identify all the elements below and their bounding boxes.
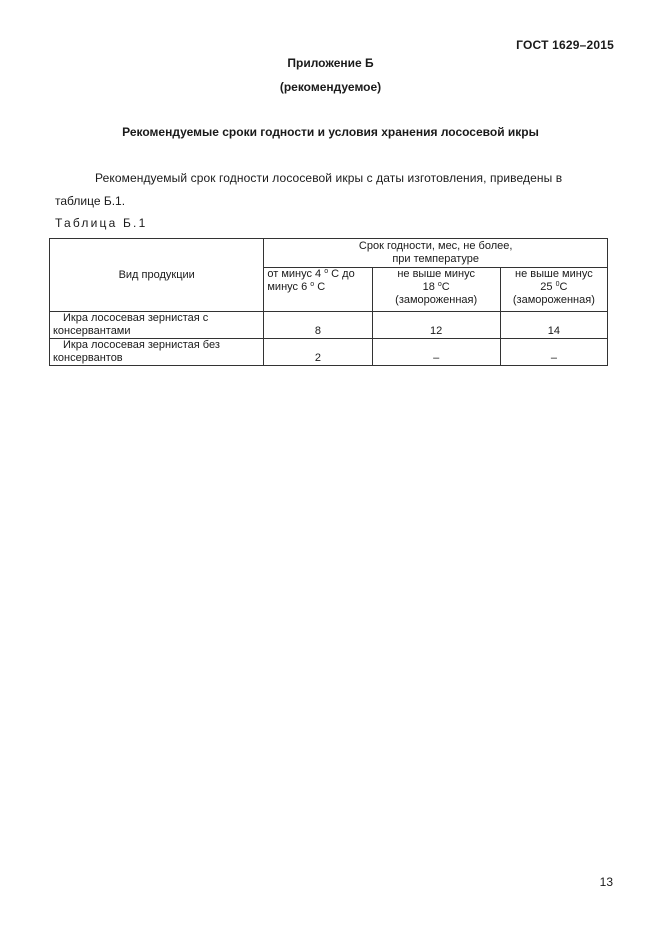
header-shelf-life-group	[264, 239, 608, 268]
appendix-title: Приложение Б	[287, 56, 374, 70]
header-t2-line-3: (замороженная)	[395, 294, 478, 306]
cell-t1: 2	[264, 339, 372, 366]
header-group-line-2: при температуре	[392, 253, 480, 265]
cell-t2: –	[372, 339, 500, 366]
header-temp-minus4-minus6	[264, 268, 372, 312]
header-t1-line-2: минус 6 $^о$ С	[267, 281, 326, 293]
header-t3-line-1: не выше минус	[515, 268, 593, 280]
header-group-line-1: Срок годности, мес, не более,	[358, 240, 513, 252]
header-t3-line-3: (замороженная)	[512, 294, 595, 306]
table-row	[50, 339, 608, 366]
paragraph-line-2: таблице Б.1.	[55, 194, 126, 208]
header-product: Вид продукции	[50, 239, 264, 312]
product-line-2: консервантов	[53, 352, 123, 364]
paragraph-line-1: Рекомендуемый срок годности лососевой икры с даты изготовления, приведены в	[95, 171, 563, 185]
degree-sign: 0	[555, 281, 560, 288]
product-line-1: Икра лососевая зернистая без	[63, 339, 220, 351]
header-t2-line-2: 18 $^о$С	[422, 281, 450, 293]
appendix-kind: (рекомендуемое)	[279, 80, 382, 94]
header-t3-line-2: 25 $^0$С	[540, 281, 568, 293]
cell-t1: 8	[264, 312, 372, 339]
table-caption: Таблица Б.1	[55, 216, 148, 230]
cell-t3: –	[500, 339, 607, 366]
section-heading: Рекомендуемые сроки годности и условия хранения лососевой икры	[122, 125, 539, 139]
product-line-2: консервантами	[53, 325, 131, 337]
page-number: 13	[599, 875, 613, 889]
cell-t3: 14	[500, 312, 607, 339]
row-product-name	[50, 312, 264, 339]
row-product-name	[50, 339, 264, 366]
header-temp-minus25	[500, 268, 607, 312]
shelf-life-table	[49, 238, 608, 366]
header-temp-minus18	[372, 268, 500, 312]
degree-sign: о	[437, 281, 442, 288]
table-row	[50, 312, 608, 339]
header-t2-line-1: не выше минус	[397, 268, 475, 280]
degree-sign: о	[324, 268, 329, 275]
table-header-row-1	[50, 239, 608, 268]
cell-t2: 12	[372, 312, 500, 339]
standard-code: ГОСТ 1629–2015	[516, 38, 614, 52]
degree-sign: о	[310, 281, 315, 288]
product-line-1: Икра лососевая зернистая с	[63, 312, 209, 324]
header-t1-line-1: от минус 4 $^о$ С до	[267, 268, 355, 280]
